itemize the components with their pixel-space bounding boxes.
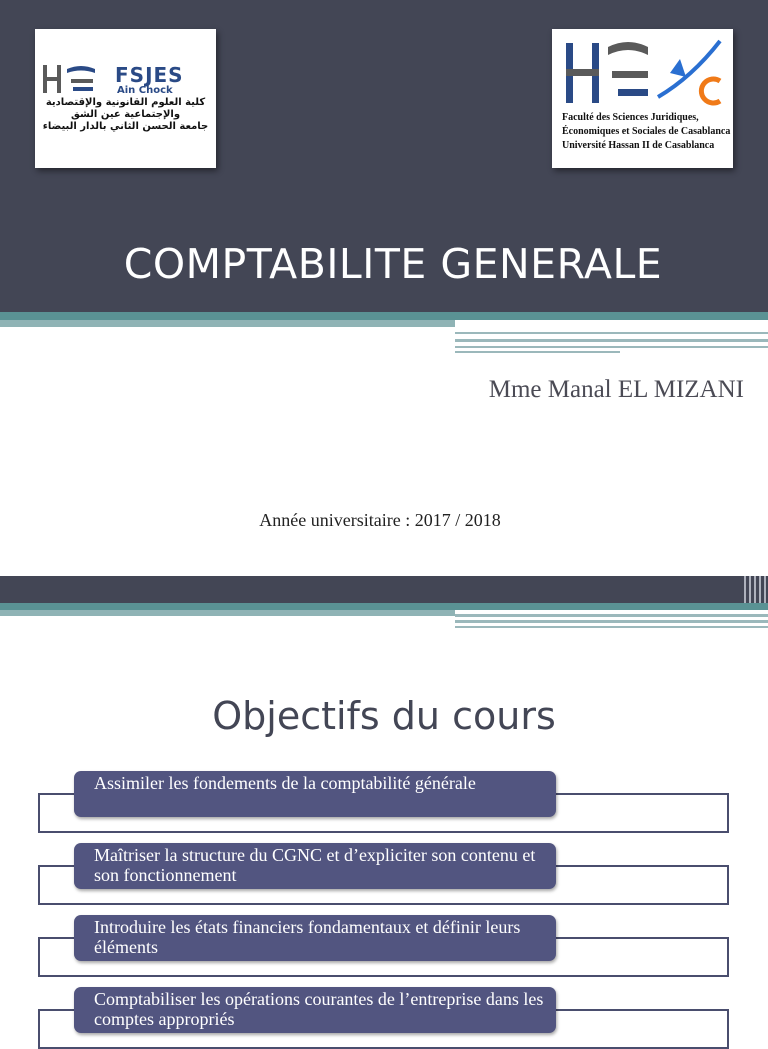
course-title: COMPTABILITE GENERALE xyxy=(123,240,663,288)
decor-line xyxy=(455,346,768,348)
fsjes-acronym: FSJES xyxy=(115,63,184,87)
teal-stripe xyxy=(0,603,768,610)
fsjes-arabic-line3: جامعة الحسن الثاني بالدار البيضاء xyxy=(42,121,209,132)
fsjes-campus: Ain Chock xyxy=(117,85,173,96)
divider-ticks xyxy=(744,576,768,603)
teal-stripe-fade xyxy=(0,320,455,327)
uh2c-faculty-line: Faculté des Sciences Juridiques, xyxy=(562,112,699,123)
academic-year: Année universitaire : 2017 / 2018 xyxy=(259,510,501,530)
decor-line xyxy=(455,332,768,334)
teal-stripe-fade xyxy=(0,610,455,616)
decor-line xyxy=(455,351,620,353)
decor-line xyxy=(455,620,768,623)
fsjes-arabic-line1: كلية العلوم القانونية والإقتصادية xyxy=(45,97,206,108)
uh2c-emblem-icon xyxy=(43,63,101,95)
slide-title: Objectifs du cours xyxy=(212,694,556,738)
author-name: Mme Manal EL MIZANI xyxy=(488,376,744,403)
uh2c-emblem-icon xyxy=(562,37,726,107)
objective-item: Introduire les états financiers fondamentaux et définir leurs éléments xyxy=(74,915,556,961)
decor-line xyxy=(455,339,768,342)
objective-item: Comptabiliser les opérations courantes de l’entreprise dans les comptes appropriés xyxy=(74,987,556,1033)
teal-stripe xyxy=(0,312,768,320)
slide-divider xyxy=(0,576,768,603)
fsjes-logo xyxy=(35,29,216,168)
uh2c-university-line: Université Hassan II de Casablanca xyxy=(562,140,715,151)
uh2c-faculty-line2: Économiques et Sociales de Casablanca xyxy=(562,126,731,137)
objective-item: Assimiler les fondements de la comptabilité générale xyxy=(74,771,556,817)
objective-item: Maîtriser la structure du CGNC et d’expliciter son contenu et son fonctionnement xyxy=(74,843,556,889)
uh2c-logo xyxy=(552,29,733,168)
fsjes-arabic-line2: والإجتماعية عين الشق xyxy=(70,109,181,120)
decor-line xyxy=(455,614,768,617)
decor-line xyxy=(455,626,768,628)
